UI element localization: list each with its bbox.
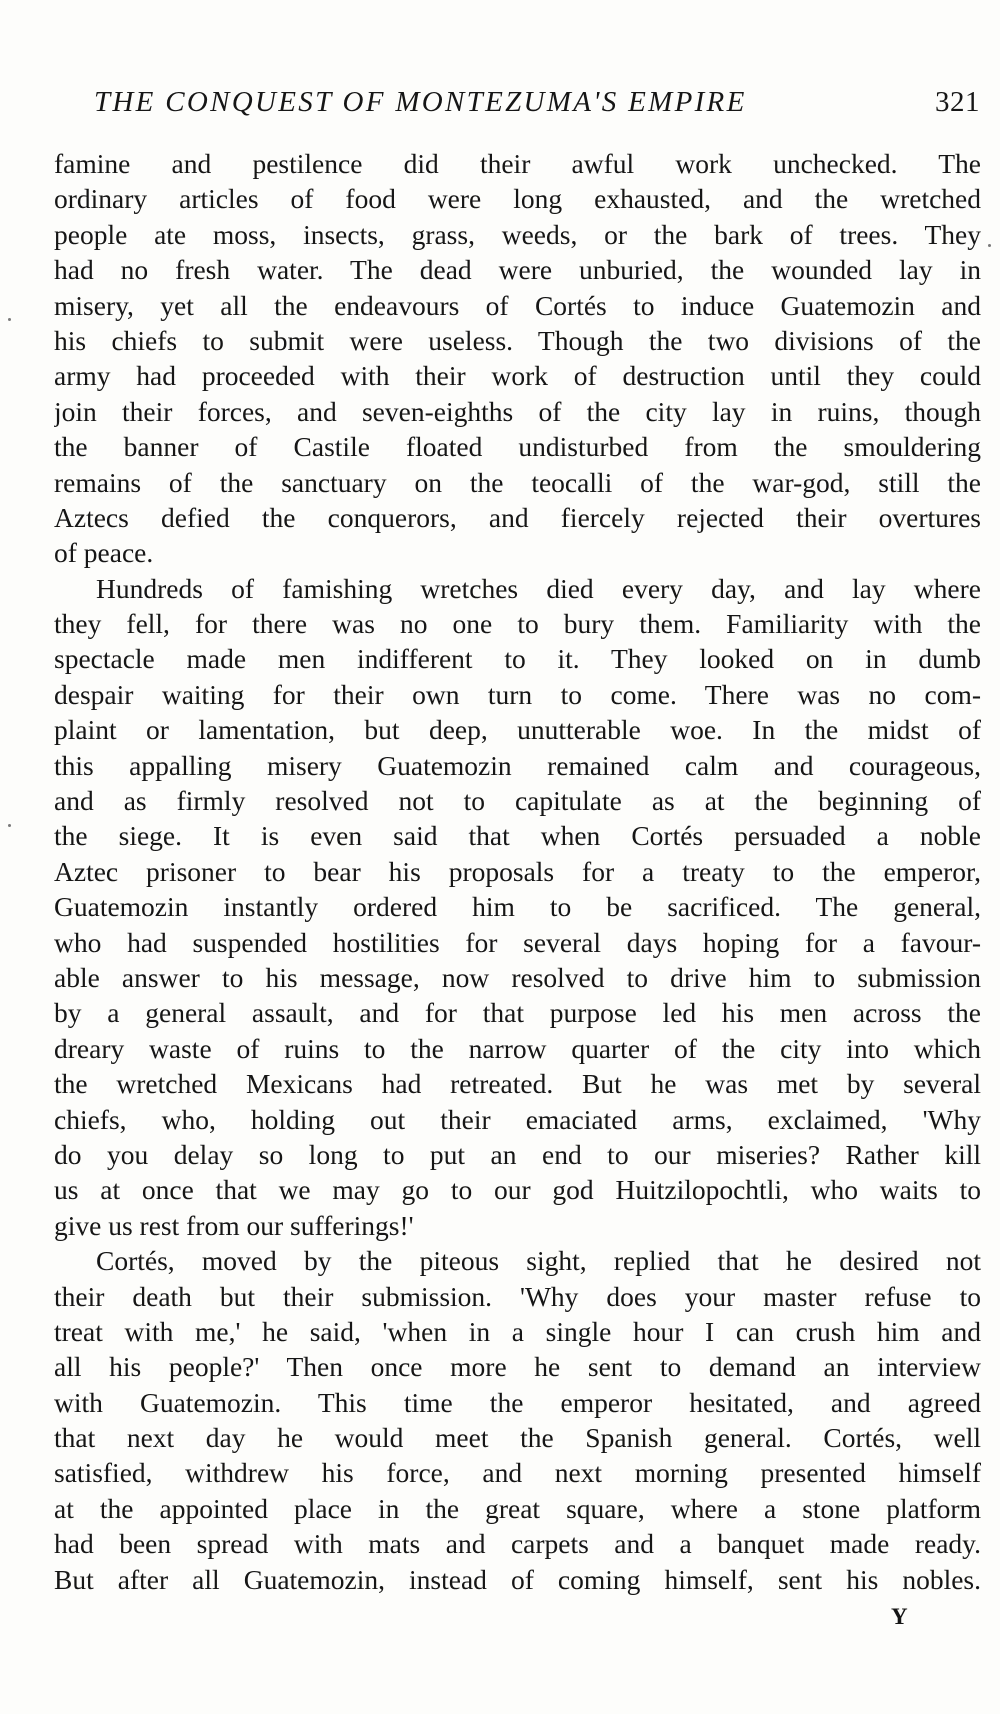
margin-speck [988, 244, 991, 247]
text-line: by a general assault, and for that purpose led his men across the [54, 997, 981, 1029]
margin-speck [8, 318, 11, 321]
text-line: his chiefs to submit were useless. Though the two divisions of the [54, 324, 981, 356]
margin-speck [8, 824, 11, 827]
text-line: join their forces, and seven-eighths of the city lay in ruins, though [54, 395, 981, 427]
text-line: who had suspended hostilities for several days hoping for a favour- [54, 926, 981, 958]
body-text [54, 146, 981, 1597]
text-line: the siege. It is even said that when Cortés persuaded a noble [54, 820, 981, 852]
text-line: misery, yet all the endeavours of Cortés to induce Guatemozin and [54, 289, 981, 321]
text-line: ordinary articles of food were long exhausted, and the wretched [54, 183, 981, 215]
text-line: remains of the sanctuary on the teocalli of the war-god, still the [54, 466, 981, 498]
text-line: with Guatemozin. This time the emperor hesitated, and agreed [54, 1386, 981, 1418]
text-line: had no fresh water. The dead were unburied, the wounded lay in [54, 254, 981, 286]
text-line: Cortés, moved by the piteous sight, replied that he desired not [96, 1245, 981, 1277]
text-line: chiefs, who, holding out their emaciated arms, exclaimed, 'Why [54, 1103, 981, 1135]
text-line: Aztec prisoner to bear his proposals for a treaty to the emperor, [54, 855, 981, 887]
text-line: had been spread with mats and carpets and a banquet made ready. [54, 1528, 981, 1560]
paragraph [54, 146, 981, 571]
running-header [94, 82, 980, 122]
text-line: of peace. [54, 537, 154, 569]
text-line: Hundreds of famishing wretches died every day, and lay where [96, 572, 981, 604]
text-line: and as firmly resolved not to capitulate as at the beginning of [54, 785, 981, 817]
paragraph [54, 1243, 981, 1597]
text-line: give us rest from our sufferings!' [54, 1209, 414, 1241]
text-line: army had proceeded with their work of destruction until they could [54, 360, 981, 392]
text-line: spectacle made men indifferent to it. They looked on in dumb [54, 643, 981, 675]
text-line: treat with me,' he said, 'when in a single hour I can crush him and [54, 1315, 981, 1347]
text-line: do you delay so long to put an end to our miseries? Rather kill [54, 1138, 981, 1170]
text-line: they fell, for there was no one to bury them. Familiarity with the [54, 608, 981, 640]
text-line: Guatemozin instantly ordered him to be sacrificed. The general, [54, 891, 981, 923]
text-line: satisfied, withdrew his force, and next morning presented himself [54, 1457, 981, 1489]
page-number: 321 [935, 86, 980, 118]
text-line: the banner of Castile floated undisturbed from the smouldering [54, 431, 981, 463]
text-line: the wretched Mexicans had retreated. But he was met by several [54, 1068, 981, 1100]
text-line: But after all Guatemozin, instead of coming himself, sent his nobles. [54, 1563, 981, 1595]
text-line: all his people?' Then once more he sent to demand an interview [54, 1351, 981, 1383]
text-line: that next day he would meet the Spanish general. Cortés, well [54, 1422, 981, 1454]
text-line: Aztecs defied the conquerors, and fiercely rejected their overtures [54, 501, 981, 533]
text-line: able answer to his message, now resolved to drive him to submission [54, 961, 981, 993]
text-line: plaint or lamentation, but deep, unutterable woe. In the midst of [54, 714, 981, 746]
text-line: dreary waste of ruins to the narrow quarter of the city into which [54, 1032, 981, 1064]
text-line: famine and pestilence did their awful work unchecked. The [54, 148, 981, 179]
text-line: their death but their submission. 'Why does your master refuse to [54, 1280, 981, 1312]
running-title: THE CONQUEST OF MONTEZUMA'S EMPIRE [94, 86, 747, 118]
text-line: this appalling misery Guatemozin remained calm and courageous, [54, 749, 981, 781]
signature-mark: Y [891, 1604, 908, 1629]
text-line: despair waiting for their own turn to come. There was no com- [54, 678, 981, 710]
paragraph [54, 571, 981, 1243]
text-line: people ate moss, insects, grass, weeds, or the bark of trees. They [54, 218, 981, 250]
text-line: at the appointed place in the great square, where a stone platform [54, 1492, 981, 1524]
text-line: us at once that we may go to our god Huitzilopochtli, who waits to [54, 1174, 981, 1206]
